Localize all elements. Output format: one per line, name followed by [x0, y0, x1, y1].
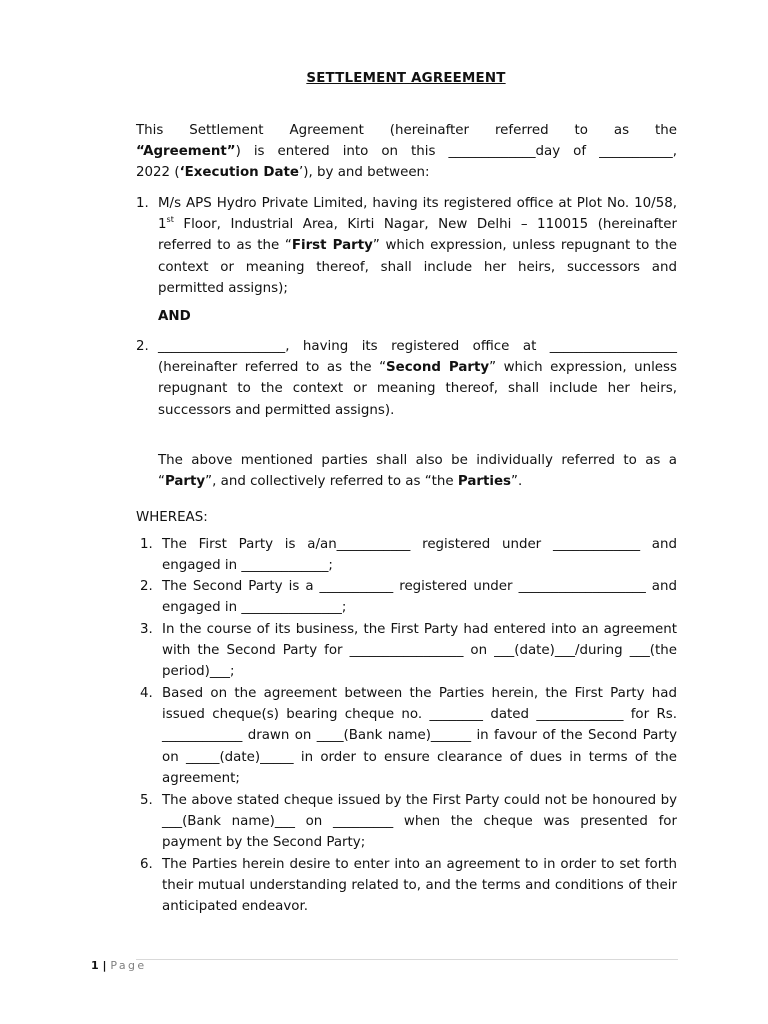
agreement-term: Agreement [143, 144, 227, 159]
collective-paragraph: The above mentioned parties shall also be individually referred to as a “Party”, and collectively referred to as “the Parties”. [158, 453, 677, 490]
party-2-text: ___________________, having its registered office at ___________________ (hereinafter referred to as the “Second Party” which expression, unless repugnant to the context or meaning thereof, shall include her heirs, successors and permitted assigns). [158, 339, 677, 418]
party-2-number: 2. [136, 339, 149, 354]
recital-2-number: 2. [140, 579, 153, 594]
recital-1-number: 1. [140, 537, 153, 552]
whereas-label: WHEREAS: [136, 510, 208, 525]
recital-6-text: The Parties herein desire to enter into an agreement to in order to set forth their mutual understanding related to, and the terms and conditions of their anticipated endeavor. [162, 857, 677, 915]
recital-4-number: 4. [140, 686, 153, 701]
intro-line-2: “Agreement”) is entered into on this _____________day of ___________, [136, 144, 677, 159]
recital-3-number: 3. [140, 622, 153, 637]
recital-6-number: 6. [140, 857, 153, 872]
intro-line-1 [136, 120, 677, 141]
parties-term: Parties [457, 474, 512, 490]
page-footer [91, 959, 147, 972]
recital-5-number: 5. [140, 793, 153, 808]
first-party-term: First Party [291, 238, 373, 254]
party-term: Party [164, 474, 206, 490]
recital-1-text: The First Party is a/an___________ registered under _____________ and engaged in _____________; [162, 537, 677, 574]
recital-5-text: The above stated cheque issued by the First Party could not be honoured by ___(Bank name)___ on _________ when the cheque was presented for payment by the Second Party; [162, 793, 677, 851]
and-label: AND [158, 309, 191, 324]
intro-text-2: ) is entered into on this _____________day of ___________, [235, 144, 677, 159]
intro-text-1: This Settlement Agreement (hereinafter referred to as the [136, 123, 677, 138]
recital-2-text: The Second Party is a ___________ registered under ___________________ and engaged in _______________; [162, 579, 677, 616]
document-title: SETTLEMENT AGREEMENT [306, 71, 506, 86]
page-number: 1 [91, 959, 99, 972]
intro-line-3: 2022 (‘Execution Date’), by and between: [136, 165, 430, 180]
party-1-text: M/s APS Hydro Private Limited, having its registered office at Plot No. 10/58, 1st Floor, Industrial Area, Kirti Nagar, New Delhi – 110015 (hereinafter referred to as the “First Party” which expression, unless repugnant to the context or meaning thereof, shall include her heirs, successors and permitted assigns); [158, 196, 677, 296]
footer-separator: | [98, 959, 111, 972]
second-party-term: Second Party [386, 360, 490, 376]
execution-date-term: ‘Execution Date [179, 165, 300, 180]
recital-4-text: Based on the agreement between the Parties herein, the First Party had issued cheque(s) bearing cheque no. ________ dated _____________ for Rs. ____________ drawn on ____(Bank name)______ in favour of the Second Party on _____(date)_____ in order to ensure clearance of dues in terms of the agreement; [162, 686, 677, 786]
party-1-number: 1. [136, 196, 149, 211]
recital-3-text: In the course of its business, the First Party had entered into an agreement with the Second Party for _________________ on ___(date)___/during ___(the period)___; [162, 622, 677, 680]
footer-divider [136, 959, 678, 960]
page-label: Page [110, 959, 147, 972]
